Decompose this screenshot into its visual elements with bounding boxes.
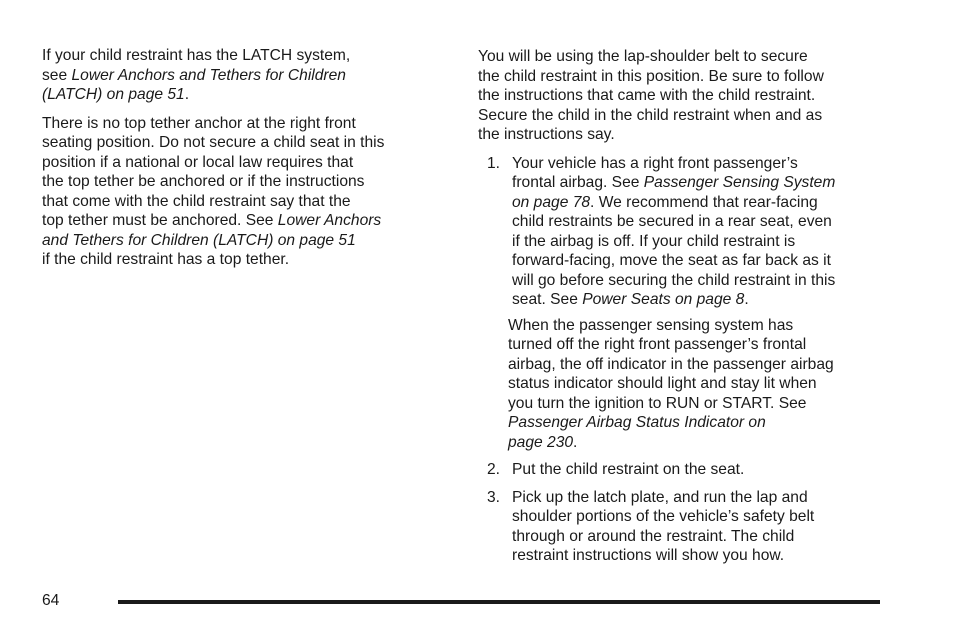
step-3	[478, 488, 883, 566]
text-line: Your vehicle has a right front passenger’s	[512, 154, 798, 172]
text-line	[512, 290, 883, 310]
text-line	[42, 66, 442, 86]
text-line	[42, 85, 442, 105]
text-line	[42, 231, 442, 251]
step-1	[478, 154, 883, 310]
text-span: top tether must be anchored. See	[42, 212, 278, 229]
cross-reference: Lower Anchors	[277, 212, 382, 229]
right-column	[478, 47, 883, 574]
latch-paragraph	[42, 46, 442, 105]
text-span: .	[573, 433, 578, 451]
text-line: When the passenger sensing system has	[508, 316, 794, 334]
text-line: Pick up the latch plate, and run the lap and	[512, 488, 808, 506]
text-line: status indicator should light and stay lit when	[508, 375, 817, 392]
left-column	[42, 46, 442, 279]
step-number: 2.	[487, 461, 501, 478]
text-line: You will be using the lap-shoulder belt to secure	[478, 48, 808, 65]
text-line	[508, 433, 883, 453]
text-line: restraint instructions will show you how.	[512, 547, 785, 564]
airbag-status-note	[478, 316, 883, 453]
text-line: seating position. Do not secure a child seat in this	[42, 134, 385, 151]
step-2	[478, 460, 883, 480]
text-line	[42, 211, 442, 231]
cross-reference: Passenger Sensing System	[643, 174, 836, 191]
step-number: 1.	[487, 154, 501, 172]
text-span: .	[744, 291, 749, 308]
text-line: forward-facing, move the seat as far back as it	[512, 252, 831, 269]
text-span: . We recommend that rear-facing	[590, 193, 818, 211]
text-line: child restraints be secured in a rear seat, even	[512, 213, 832, 230]
text-span: seat. See	[512, 291, 583, 308]
cross-reference: Lower Anchors and Tethers for Children	[71, 66, 346, 84]
text-line	[512, 193, 883, 213]
cross-reference: page 230	[508, 433, 574, 451]
text-line: There is no top tether anchor at the right front	[42, 114, 356, 132]
page-number: 64	[42, 592, 60, 609]
text-line: Put the child restraint on the seat.	[512, 461, 745, 478]
cross-reference: (LATCH) on page 51	[42, 86, 185, 103]
text-line: Secure the child in the child restraint when and as	[478, 106, 823, 124]
footer-rule	[118, 600, 880, 604]
text-line: the instructions that came with the child restraint.	[478, 87, 816, 104]
text-line: shoulder portions of the vehicle’s safety belt	[512, 508, 815, 525]
text-line: if the child restraint has a top tether.	[42, 251, 290, 268]
text-line: the child restraint in this position. Be sure to follow	[478, 67, 824, 85]
text-span: frontal airbag. See	[512, 174, 644, 191]
intro-paragraph	[478, 47, 883, 145]
text-line: through or around the restraint. The child	[512, 527, 795, 545]
text-line: that come with the child restraint say that the	[42, 192, 351, 210]
text-line: if the airbag is off. If your child restraint is	[512, 232, 796, 250]
step-number: 3.	[487, 488, 501, 506]
text-line: airbag, the off indicator in the passenger airbag	[508, 355, 834, 373]
cross-reference: Passenger Airbag Status Indicator on	[508, 414, 766, 431]
text-line: the top tether be anchored or if the instructions	[42, 173, 365, 190]
text-line: will go before securing the child restraint in this	[512, 271, 836, 289]
text-line: If your child restraint has the LATCH system,	[42, 47, 351, 64]
text-line: the instructions say.	[478, 126, 615, 143]
text-line: position if a national or local law requires that	[42, 153, 354, 171]
text-line: you turn the ignition to RUN or START. See	[508, 394, 807, 412]
top-tether-paragraph	[42, 114, 442, 270]
text-line	[508, 413, 883, 433]
text-line	[512, 173, 883, 193]
cross-reference: and Tethers for Children (LATCH) on page 51	[42, 231, 356, 249]
text-span: .	[184, 86, 190, 103]
cross-reference: on page 78	[512, 193, 591, 211]
text-line: turned off the right front passenger’s frontal	[508, 336, 807, 353]
text-span: see	[42, 66, 72, 84]
cross-reference: Power Seats on page 8	[582, 291, 745, 308]
